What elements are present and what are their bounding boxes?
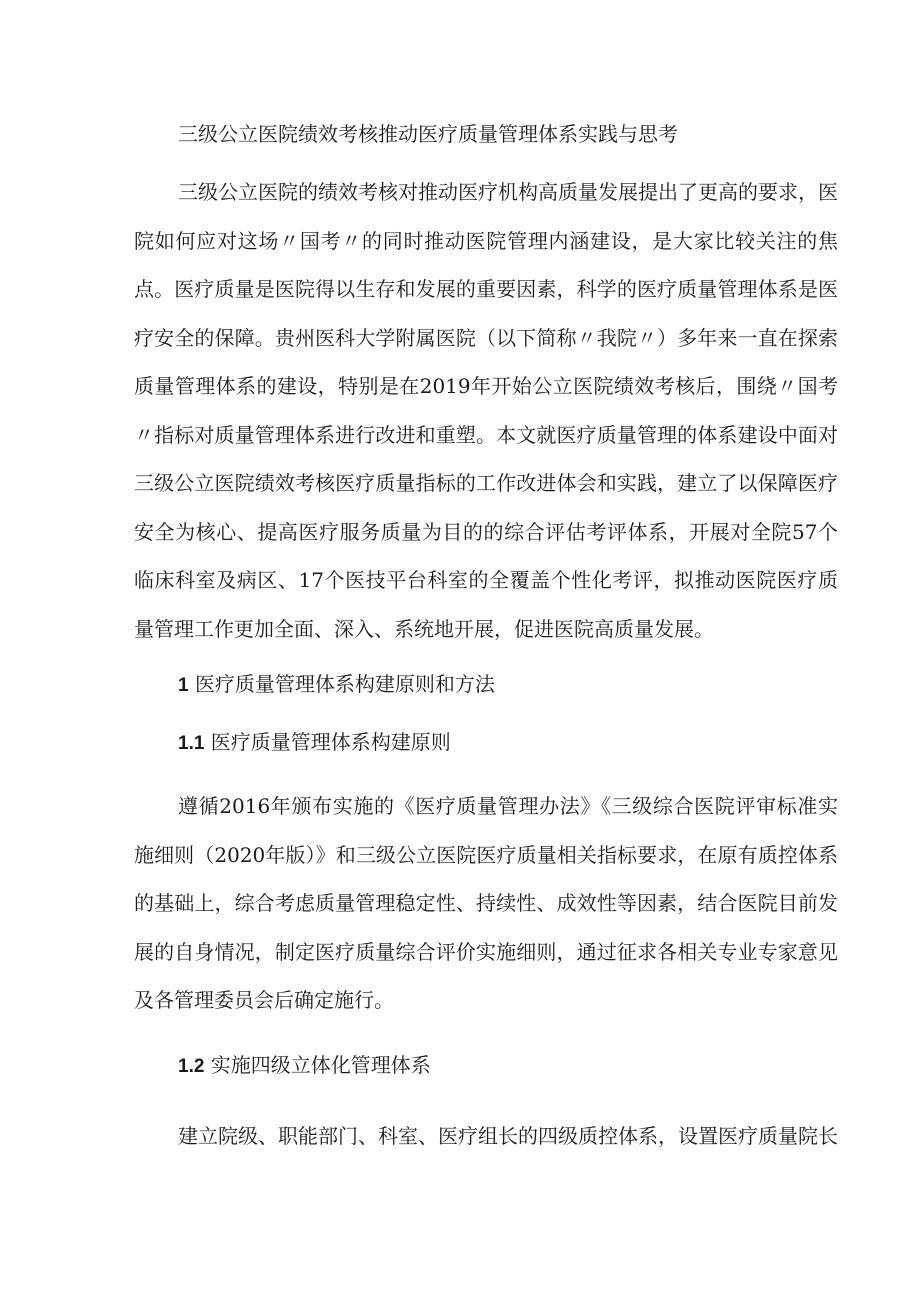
section-1-heading [178,670,495,700]
section-1-2-heading [178,1051,431,1081]
intro-paragraph: 三级公立医院的绩效考核对推动医疗机构高质量发展提出了更高的要求，医院如何应对这场〃国考〃的同时推动医院管理内涵建设，是大家比较关注的焦点。医疗质量是医院得以生存和发展的重要因素，科学的医疗质量管理体系是医疗安全的保障。贵州医科大学附属医院（以下简称〃我院〃）多年来一直在探索质量管理体系的建设，特别是在2019年开始公立医院绩效考核后，围绕〃国考〃指标对质量管理体系进行改进和重塑。本文就医疗质量管理的体系建设中面对三级公立医院绩效考核医疗质量指标的工作改进体会和实践，建立了以保障医疗安全为核心、提高医疗服务质量为目的的综合评估考评体系，开展对全院57个临床科室及病区、17个医技平台科室的全覆盖个性化考评，拟推动医院医疗质量管理工作更加全面、深入、系统地开展，促进医院高质量发展。 [134,180,838,641]
section-1-title: 医疗质量管理体系构建原则和方法 [194,672,495,696]
section-1-2-paragraph: 建立院级、职能部门、科室、医疗组长的四级质控体系，设置医疗质量院长 [178,1124,838,1148]
section-1-1-title: 医疗质量管理体系构建原则 [210,730,451,754]
section-1-1-number: 1.1 [178,733,205,754]
section-1-2-number: 1.2 [178,1056,205,1077]
section-1-2-title: 实施四级立体化管理体系 [210,1053,431,1077]
section-1-1-paragraph: 遵循2016年颁布实施的《医疗质量管理办法》《三级综合医院评审标准实施细则（2020年版）》和三级公立医院医疗质量相关指标要求，在原有质控体系的基础上，综合考虑质量管理稳定性、持续性、成效性等因素，结合医院目前发展的自身情况，制定医疗质量综合评价实施细则，通过征求各相关专业专家意见及各管理委员会后确定施行。 [134,794,838,1012]
document-title: 三级公立医院绩效考核推动医疗质量管理体系实践与思考 [178,122,678,146]
section-1-1-heading [178,728,451,758]
section-1-number: 1 [178,675,189,696]
